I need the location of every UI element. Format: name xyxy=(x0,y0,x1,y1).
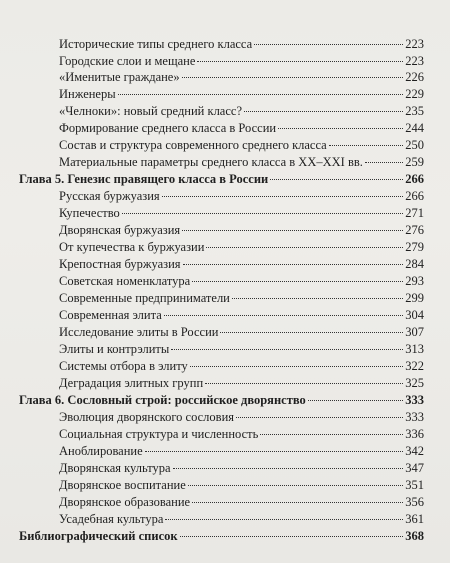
toc-title: «Челноки»: новый средний класс? xyxy=(59,104,243,118)
toc-page: 351 xyxy=(405,478,424,492)
leader-dots xyxy=(192,281,403,282)
toc-entry xyxy=(59,359,424,375)
toc-title: Библиографический список xyxy=(19,529,178,543)
toc-page: 361 xyxy=(405,512,424,526)
leader-dots xyxy=(165,519,403,520)
toc-title: Глава 5. Генезис правящего класса в России xyxy=(19,172,269,186)
toc-entry xyxy=(59,189,424,205)
toc-title: Дворянская культура xyxy=(59,461,171,475)
leader-dots xyxy=(232,298,403,299)
toc-page: 223 xyxy=(405,37,424,51)
toc-entry xyxy=(59,37,424,53)
toc-entry xyxy=(59,223,424,239)
toc-entry xyxy=(59,325,424,341)
toc-title: Усадебная культура xyxy=(59,512,164,526)
toc-page: 342 xyxy=(405,444,424,458)
toc-title: Дворянская буржуазия xyxy=(59,223,181,237)
toc-page: 266 xyxy=(405,189,424,203)
leader-dots xyxy=(197,61,403,62)
leader-dots xyxy=(145,451,404,452)
toc-title: Глава 6. Сословный строй: российское дворянство xyxy=(19,393,306,407)
toc-page: 313 xyxy=(405,342,424,356)
toc-page: 259 xyxy=(405,155,424,169)
toc-page: 276 xyxy=(405,223,424,237)
toc-entry xyxy=(59,444,424,460)
toc-page: 223 xyxy=(405,54,424,68)
leader-dots xyxy=(308,400,404,401)
toc-title: Эволюция дворянского сословия xyxy=(59,410,235,424)
toc-title: Исследование элиты в России xyxy=(59,325,219,339)
leader-dots xyxy=(164,315,403,316)
toc-title: Деградация элитных групп xyxy=(59,376,204,390)
toc-chapter xyxy=(19,529,424,545)
toc-page: 244 xyxy=(405,121,424,135)
toc-entry xyxy=(59,155,424,171)
toc-entry xyxy=(59,495,424,511)
toc-page: 266 xyxy=(405,172,424,186)
toc-entry xyxy=(59,240,424,256)
leader-dots xyxy=(270,179,403,180)
toc-entry xyxy=(59,54,424,70)
leader-dots xyxy=(260,434,403,435)
toc-entry xyxy=(59,138,424,154)
leader-dots xyxy=(278,128,403,129)
toc-title: Исторические типы среднего класса xyxy=(59,37,253,51)
toc-page: 347 xyxy=(405,461,424,475)
leader-dots xyxy=(162,196,404,197)
toc-title: Дворянское воспитание xyxy=(59,478,186,492)
toc-entry xyxy=(59,104,424,120)
leader-dots xyxy=(254,44,403,45)
toc-title: Городские слои и мещане xyxy=(59,54,196,68)
toc-title: Формирование среднего класса в России xyxy=(59,121,277,135)
leader-dots xyxy=(182,77,404,78)
leader-dots xyxy=(171,349,403,350)
toc-entry xyxy=(59,342,424,358)
leader-dots xyxy=(182,230,403,231)
toc-entry xyxy=(59,410,424,426)
toc-entry xyxy=(59,257,424,273)
toc-page: 356 xyxy=(405,495,424,509)
toc-entry xyxy=(59,70,424,86)
toc-title: «Именитые граждане» xyxy=(59,70,180,84)
leader-dots xyxy=(244,111,403,112)
toc-title: Инженеры xyxy=(59,87,116,101)
toc-entry xyxy=(59,376,424,392)
toc-title: Современные предприниматели xyxy=(59,291,230,305)
toc-title: Элиты и контрэлиты xyxy=(59,342,170,356)
toc-title: Современная элита xyxy=(59,308,162,322)
toc-title: Системы отбора в элиту xyxy=(59,359,188,373)
toc-entry xyxy=(59,512,424,528)
toc-entry xyxy=(59,121,424,137)
toc-page: 250 xyxy=(405,138,424,152)
toc-title: Советская номенклатура xyxy=(59,274,191,288)
toc-title: Купечество xyxy=(59,206,120,220)
toc-chapter xyxy=(19,393,424,409)
toc-title: Русская буржуазия xyxy=(59,189,160,203)
leader-dots xyxy=(180,536,404,537)
toc-page: 271 xyxy=(405,206,424,220)
toc-entry xyxy=(59,274,424,290)
toc-page: 333 xyxy=(405,393,424,407)
toc-page: 333 xyxy=(405,410,424,424)
leader-dots xyxy=(183,264,404,265)
leader-dots xyxy=(118,94,404,95)
toc-entry xyxy=(59,308,424,324)
leader-dots xyxy=(173,468,404,469)
toc-page: 307 xyxy=(405,325,424,339)
toc-entry xyxy=(59,461,424,477)
toc-entry xyxy=(59,291,424,307)
toc-title: Состав и структура современного среднего класса xyxy=(59,138,327,152)
toc-chapter xyxy=(19,172,424,188)
toc-page: 368 xyxy=(405,529,424,543)
toc-page: 304 xyxy=(405,308,424,322)
leader-dots xyxy=(188,485,404,486)
leader-dots xyxy=(205,383,403,384)
toc-page: 325 xyxy=(405,376,424,390)
toc-page: 235 xyxy=(405,104,424,118)
toc-title: Дворянское образование xyxy=(59,495,191,509)
toc-page: 293 xyxy=(405,274,424,288)
toc-entry xyxy=(59,87,424,103)
toc-entry xyxy=(59,206,424,222)
leader-dots xyxy=(220,332,403,333)
toc-entry xyxy=(59,427,424,443)
leader-dots xyxy=(329,145,404,146)
toc-title: Материальные параметры среднего класса в XX–XXI вв. xyxy=(59,155,363,169)
leader-dots xyxy=(122,213,403,214)
toc-page: 336 xyxy=(405,427,424,441)
toc-page: 284 xyxy=(405,257,424,271)
toc-title: Социальная структура и численность xyxy=(59,427,259,441)
leader-dots xyxy=(206,247,403,248)
toc-page: 279 xyxy=(405,240,424,254)
toc-page: 299 xyxy=(405,291,424,305)
toc-page: 322 xyxy=(405,359,424,373)
leader-dots xyxy=(190,366,404,367)
toc-page: 226 xyxy=(405,70,424,84)
toc-title: От купечества к буржуазии xyxy=(59,240,205,254)
leader-dots xyxy=(365,162,403,163)
toc-page: 229 xyxy=(405,87,424,101)
leader-dots xyxy=(236,417,403,418)
toc-title: Аноблирование xyxy=(59,444,143,458)
toc-title: Крепостная буржуазия xyxy=(59,257,181,271)
leader-dots xyxy=(192,502,403,503)
toc-entry xyxy=(59,478,424,494)
